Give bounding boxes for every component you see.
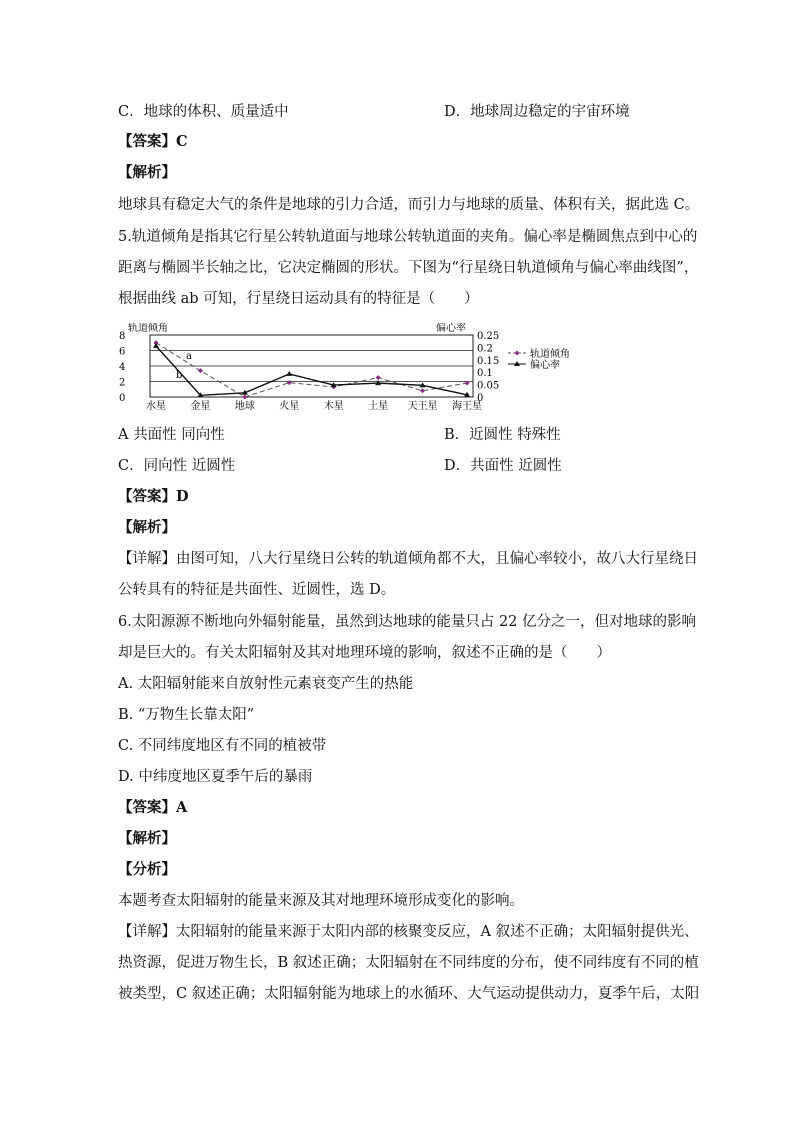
q5-analysis-heading: 【解析】	[118, 519, 176, 536]
chart-left-tick-label: 4	[119, 362, 126, 373]
chart-left-axis-ticks	[119, 331, 125, 404]
chart-category-label: 天王星	[407, 401, 438, 412]
q6-fenxi-text: 本题考查太阳辐射的能量来源及其对地理环境形成变化的影响。	[118, 893, 524, 909]
chart-series	[153, 340, 470, 399]
q4-answer: 【答案】C	[118, 133, 188, 150]
chart-point-diamond	[242, 395, 247, 400]
q6-analysis-heading: 【解析】	[118, 830, 176, 847]
chart-left-tick-label: 8	[119, 331, 126, 342]
chart-category-label: 金星	[190, 401, 211, 412]
legend-marker-diamond	[515, 351, 520, 356]
orbit-inclination-eccentricity-chart	[118, 323, 588, 415]
q5-stem-line-2: 距离与椭圆半长轴之比，它决定椭圆的形状。下图为“行星绕日轨道倾角与偏心率曲线图”，	[118, 260, 699, 276]
chart-point-diamond	[198, 368, 203, 373]
q6-option-a: A. 太阳辐射能来自放射性元素衰变产生的热能	[118, 676, 414, 692]
q5-option-b: B．近圆性 特殊性	[444, 427, 561, 443]
chart-category-label: 火星	[279, 401, 300, 412]
q6-fenxi-heading: 【分析】	[118, 861, 176, 878]
chart-category-label: 土星	[368, 401, 389, 412]
q6-stem-line-1: 6.太阳源源不断地向外辐射能量，虽然到达地球的能量只占 22 亿分之一，但对地球的影响	[118, 614, 696, 630]
curve-label-b: b	[176, 370, 183, 381]
q6-detail-line-2: 热资源，促进万物生长，B 叙述正确；太阳辐射在不同纬度的分布，使不同纬度有不同的植	[118, 955, 699, 971]
chart-right-tick-label: 0.2	[477, 343, 493, 355]
chart-grid	[150, 335, 473, 397]
chart-point-triangle	[286, 371, 292, 376]
chart-right-tick-label: 0	[477, 393, 484, 404]
chart-legend	[508, 347, 570, 371]
q5-option-c: C．同向性 近圆性	[118, 458, 236, 474]
q6-detail-line-1: 【详解】太阳辐射的能量来源于太阳内部的核聚变反应，A 叙述不正确；太阳辐射提供光、	[118, 924, 699, 940]
q4-option-c: C．地球的体积、质量适中	[118, 104, 289, 120]
chart-category-label: 木星	[323, 401, 344, 412]
q5-answer: 【答案】D	[118, 488, 189, 505]
q5-detail-line-1: 【详解】由图可知，八大行星绕日公转的轨道倾角都不大，且偏心率较小，故八大行星绕日	[118, 551, 698, 567]
chart-right-axis-ticks	[477, 331, 499, 404]
chart-point-diamond	[420, 388, 425, 393]
chart-right-tick-label: 0.05	[477, 380, 500, 392]
q6-option-d: D. 中纬度地区夏季午后的暴雨	[118, 769, 313, 785]
chart-category-labels	[146, 399, 482, 412]
q4-analysis-heading: 【解析】	[118, 164, 176, 181]
chart-category-label: 水星	[146, 401, 166, 412]
chart-point-diamond	[376, 375, 381, 380]
chart-left-tick-label: 6	[119, 346, 126, 358]
q6-option-b: B. “万物生长靠太阳”	[118, 707, 255, 723]
q6-option-c: C. 不同纬度地区有不同的植被带	[118, 738, 327, 754]
chart-left-tick-label: 0	[119, 393, 126, 404]
chart-right-axis-label: 偏心率	[436, 323, 466, 334]
chart-category-label: 地球	[234, 401, 255, 412]
q6-stem-line-2: 却是巨大的。有关太阳辐射及其对地理环境的影响，叙述不正确的是（ ）	[118, 645, 611, 661]
q5-option-d: D．共面性 近圆性	[444, 458, 562, 474]
legend-label: 轨道倾角	[530, 349, 570, 360]
q6-detail-line-3: 被类型，C 叙述正确；太阳辐射能为地球上的水循环、大气运动提供动力，夏季午后，太阳	[118, 986, 700, 1002]
q5-option-a: A 共面性 同向性	[118, 427, 225, 443]
q5-stem-line-3: 根据曲线 ab 可知，行星绕日运动具有的特征是（ ）	[118, 291, 479, 307]
chart-right-tick-label: 0.1	[477, 368, 493, 380]
chart-left-axis-label: 轨道倾角	[128, 323, 168, 334]
chart-left-tick-label: 2	[119, 377, 126, 389]
curve-label-a: a	[186, 351, 192, 362]
chart-right-tick-label: 0.15	[477, 355, 500, 367]
q4-option-d: D．地球周边稳定的宇宙环境	[444, 104, 630, 120]
chart-right-tick-label: 0.25	[477, 331, 500, 342]
q4-analysis-text: 地球具有稳定大气的条件是地球的引力合适，而引力与地球的质量、体积有关，据此选 C。	[118, 197, 700, 213]
chart-category-label: 海王星	[452, 401, 482, 412]
q5-detail-line-2: 公转具有的特征是共面性、近圆性，选 D。	[118, 582, 396, 598]
q6-answer: 【答案】A	[118, 799, 188, 816]
chart-point-diamond	[287, 380, 292, 385]
legend-label: 偏心率	[530, 360, 560, 371]
q5-stem-line-1: 5.轨道倾角是指其它行星公转轨道面与地球公转轨道面的夹角。偏心率是椭圆焦点到中心的	[118, 229, 698, 245]
